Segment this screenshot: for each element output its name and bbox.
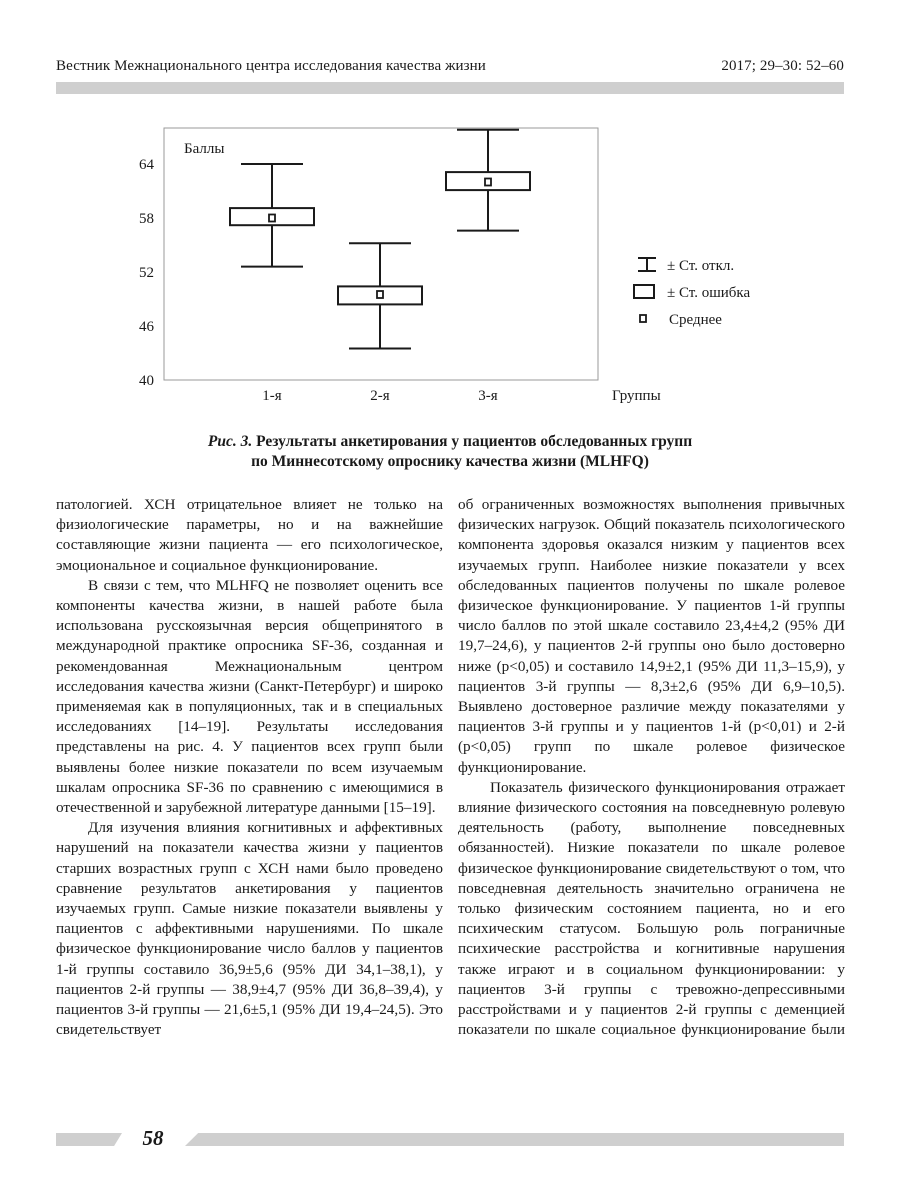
paragraph: патологией. ХСН отрицательное влияет не только на физиологические параметры, но и на важнейшие составляющие жизни пациента — его психологическое, эмоциональное и социальное функционирование. bbox=[56, 496, 443, 574]
x-axis-label: Группы bbox=[612, 388, 661, 404]
y-tick-label: 40 bbox=[139, 373, 154, 389]
paragraph: об ограниченных возможностях выполнения привычных физических нагрузок. Общий показатель психологического компонента здоровья оказался низким у пациентов всех изучаемых групп. Наиболее низкие показатели у всех обследованных пациентов получены по шкале ролевое физическое функционирование. У пациентов 1-й группы число баллов по этой шкале составило 23,4±4,2 (95% ДИ 19,7–24,6), у пациентов 2-й группы оно было достоверно ниже (p<0,05) и составило 14,9±2,1 (95% ДИ 11,3–15,9), у пациентов 3-й группы — 8,3±2,6 (95% ДИ 6,9–10,5). Выявлено достоверное различие между показателями у пациентов 3-й группы и у пациентов 1-й (p<0,01) и 2-й (p<0,05) групп по шкале ролевое физическое функционирование. bbox=[458, 496, 845, 776]
caption-number: Рис. 3. bbox=[207, 433, 253, 450]
caption-line-1: Результаты анкетирования у пациентов обследованных групп bbox=[256, 433, 693, 450]
caption-line-2: по Миннесотскому опроснику качества жизни (MLHFQ) bbox=[251, 453, 649, 470]
mean-marker bbox=[377, 291, 383, 298]
figure-caption bbox=[56, 432, 844, 472]
figure-3 bbox=[60, 122, 840, 422]
y-tick-label: 58 bbox=[139, 211, 154, 227]
x-tick-label: 3-я bbox=[478, 388, 498, 404]
box-chart bbox=[60, 122, 840, 422]
left-column bbox=[56, 495, 443, 1040]
right-column bbox=[458, 495, 845, 1040]
paragraph: В связи с тем, что MLHFQ не позволяет оценить все компоненты качества жизни, в нашей работе была использована русскоязычная версия общепринятого в международной практике опросника SF-36, созданная и рекомендованная Межнациональным центром исследования качества жизни (Санкт-Петербург) и широко применяемая как в популяционных, так и в специальных исследованиях [14–19]. Результаты исследования представлены на рис. 4. У пациентов всех групп были выявлены более низкие показатели по всем изучаемым шкалам опросника SF-36 по сравнению с имеющимися в отечественной и зарубежной литературе данными [15–19]. bbox=[56, 576, 443, 817]
x-tick-label: 2-я bbox=[370, 388, 390, 404]
journal-title: Вестник Межнационального центра исследования качества жизни bbox=[56, 58, 486, 74]
legend-mean-label: Среднее bbox=[669, 312, 722, 328]
y-axis-label: Баллы bbox=[184, 141, 225, 157]
y-tick-label: 52 bbox=[139, 265, 154, 281]
paragraph: Для изучения влияния когнитивных и аффективных нарушений на показатели качества жизни у пациентов старших возрастных групп с ХСН нами было проведено сравнение результатов анкетирования у пациентов изучаемых групп. Самые низкие показатели выявлены у пациентов с аффективными нарушениями. По шкале физическое функционирование число баллов у пациентов 1-й группы составило 36,9±5,6 (95% ДИ 34,1–38,1), у пациентов 2-й группы — 38,9±4,7 (95% ДИ 36,8–39,4), у пациентов 3-й группы — 21,6±5,1 (95% ДИ 19,4–24,5). Это свидетельствует bbox=[56, 819, 443, 1039]
issue-info: 2017; 29–30: 52–60 bbox=[721, 58, 844, 74]
legend-sd-label: ± Ст. откл. bbox=[667, 258, 735, 274]
legend-se-icon bbox=[634, 285, 654, 298]
footer-bar-right bbox=[185, 1133, 844, 1146]
x-tick-label: 1-я bbox=[262, 388, 282, 404]
mean-marker bbox=[269, 215, 275, 222]
running-header bbox=[56, 58, 844, 80]
header-bar bbox=[56, 82, 844, 94]
mean-marker bbox=[485, 179, 491, 186]
legend-se-label: ± Ст. ошибка bbox=[667, 285, 751, 301]
footer-bar-left bbox=[56, 1133, 122, 1146]
y-tick-label: 64 bbox=[139, 157, 154, 173]
paragraph: Показатель физического функционирования отражает влияние физического состояния на повседневную ролевую деятельность (работу, выполнение повседневных обязанностей). Низкие показатели по шкале ролевое физическое функционирование свидетельствуют о том, что повседневная деятельность значительно ограничена не только физическим состоянием пациента, но и его психическим статусом. Большую роль пограничные психические расстройства и когнитивные нарушения также играют и в социальном функционировании: у пациентов 3-й группы с тревожно-депрессивными расстройствами и у пациентов 2-й группы с деменцией показатели по шкале социальное функционирование были bbox=[458, 778, 845, 1039]
y-tick-label: 46 bbox=[139, 319, 154, 335]
page-number: 58 bbox=[142, 1126, 164, 1150]
legend-mean-icon bbox=[640, 315, 646, 322]
